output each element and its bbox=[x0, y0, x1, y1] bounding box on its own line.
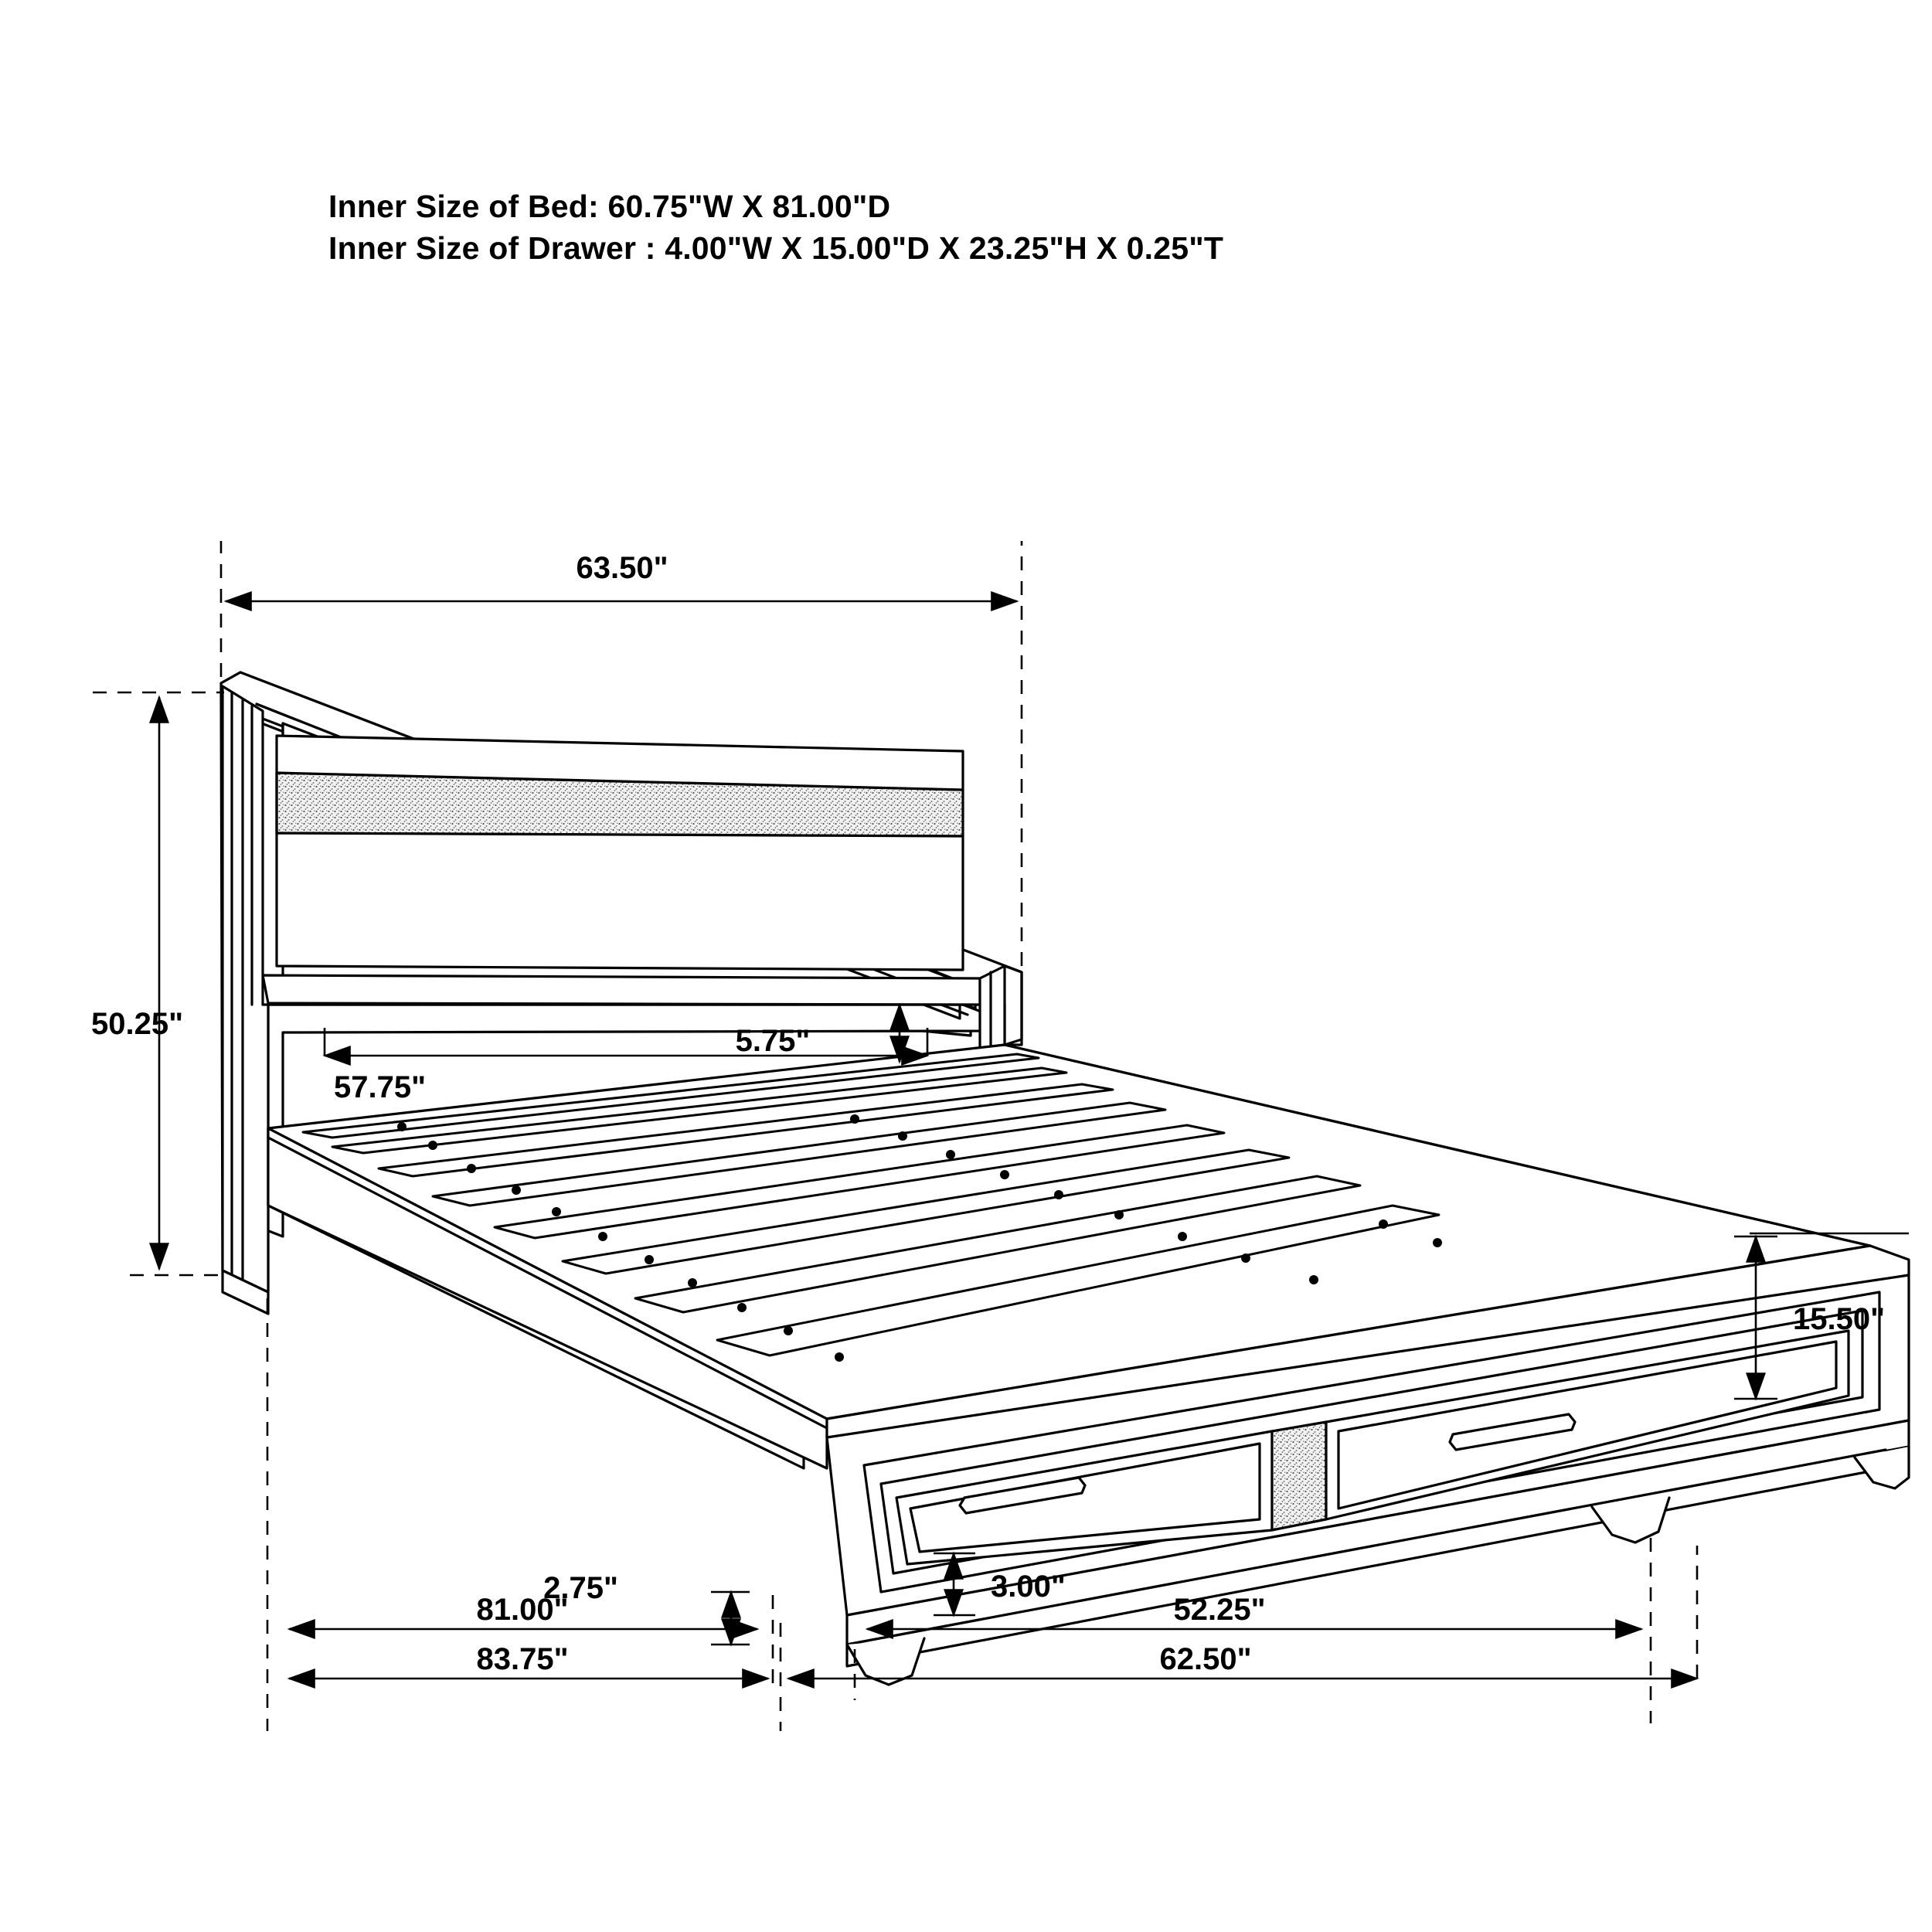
dim-label-headboard-inner-width: 57.75" bbox=[334, 1070, 427, 1104]
dim-label-floor-clearance: 3.00" bbox=[991, 1570, 1066, 1604]
dim-label-bed-outer-depth: 83.75" bbox=[476, 1642, 569, 1676]
dim-label-footboard-width: 62.50" bbox=[1159, 1642, 1252, 1676]
dim-label-drawer-span: 52.25" bbox=[1173, 1593, 1266, 1627]
dim-label-headboard-width: 63.50" bbox=[576, 551, 668, 585]
dim-label-bed-inner-depth: 81.00" bbox=[476, 1593, 569, 1627]
dim-label-footboard-height: 15.50" bbox=[1793, 1302, 1886, 1336]
inner-size-of-drawer-text: Inner Size of Drawer : 4.00"W X 15.00"D X 23.25"H X 0.25"T bbox=[328, 230, 1224, 267]
dim-label-footboard-clearance-left: 2.75" bbox=[543, 1571, 618, 1605]
inner-size-of-bed-text: Inner Size of Bed: 60.75"W X 81.00"D bbox=[328, 189, 891, 224]
dim-label-rail-to-panel: 5.75" bbox=[735, 1024, 811, 1058]
dim-label-headboard-height: 50.25" bbox=[91, 1007, 184, 1041]
